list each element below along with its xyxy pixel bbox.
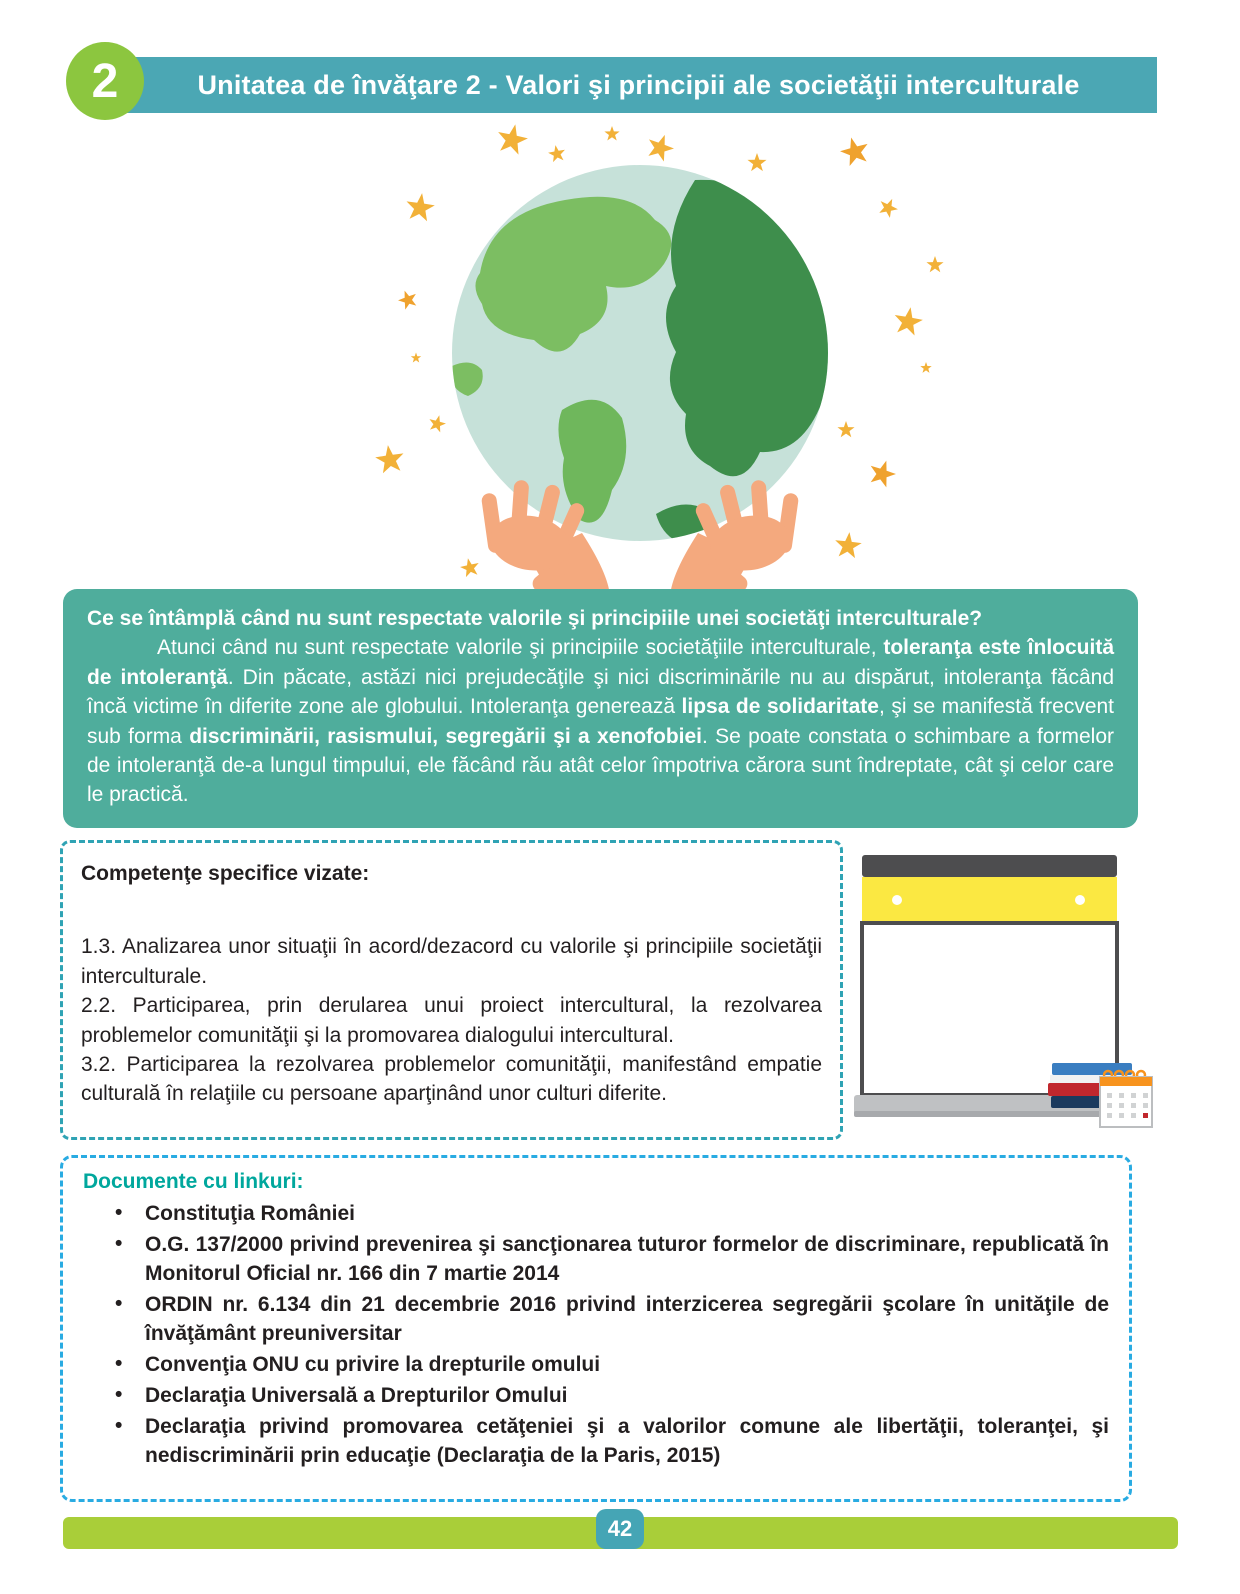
globe-hands-illustration bbox=[330, 118, 950, 596]
page-title: Unitatea de învăţare 2 - Valori şi principii ale societăţii interculturale bbox=[197, 69, 1080, 100]
competencies-box bbox=[60, 840, 843, 1140]
intro-text-segment-bold: discriminării, rasismului, segregării şi a xenofobiei bbox=[189, 724, 703, 748]
documents-heading: Documente cu linkuri: bbox=[83, 1170, 304, 1193]
competency-item: 3.2. Participarea la rezolvarea problemelor comunităţii, manifestând empatie culturală în relaţiile cu persoane aparţinând unor culturi diferite. bbox=[81, 1052, 822, 1106]
unit-number: 2 bbox=[91, 54, 119, 108]
document-list-item bbox=[83, 1231, 1109, 1289]
page-number: 42 bbox=[607, 1516, 633, 1541]
bullet-icon: • bbox=[115, 1231, 123, 1255]
document-list-item bbox=[83, 1291, 1109, 1349]
competency-item: 1.3. Analizarea unor situaţii în acord/dezacord cu valorile şi principiile societăţii interculturale. bbox=[81, 935, 822, 988]
intro-text-segment: Atunci când nu sunt respectate valorile şi principiile societăţiile interculturale, bbox=[157, 636, 884, 660]
document-title: ORDIN nr. 6.134 din 21 decembrie 2016 privind interzicerea segregării şcolare în unităţile de învăţământ preuniversitar bbox=[145, 1292, 1109, 1345]
document-title: Declaraţia privind promovarea cetăţeniei şi a valorilor comune ale libertăţii, toleranţei, şi nediscriminării prin educaţie (Declaraţia de la Paris, 2015) bbox=[145, 1414, 1109, 1467]
document-list-item bbox=[83, 1413, 1109, 1471]
document-list-item bbox=[83, 1200, 1109, 1229]
intro-text-segment: . Din păcate, astăzi nici prejudecăţile şi nici discriminările nu au dispărut, intoleranţa făcând încă victime în diferite zone ale globului. Intoleranţa generează bbox=[87, 665, 1114, 719]
flipchart-svg bbox=[852, 845, 1162, 1141]
document-title: Declaraţia Universală a Drepturilor Omului bbox=[145, 1383, 568, 1407]
document-list-item bbox=[83, 1382, 1109, 1411]
intro-text-segment-bold: toleranţa este înlocuită de intoleranţă bbox=[87, 636, 1114, 689]
intro-box bbox=[63, 589, 1138, 828]
intro-text-segment: . Se poate constata o schimbare a formelor de intoleranţă de-a lungul timpului, ele făcând rău atât celor împotriva cărora sunt îndreptate, cât şi celor care le practică. bbox=[87, 724, 1114, 807]
flipchart-illustration bbox=[852, 845, 1162, 1141]
globe-hands-svg bbox=[330, 118, 950, 596]
document-title: Convenţia ONU cu privire la drepturile omului bbox=[145, 1352, 601, 1376]
bullet-icon: • bbox=[115, 1382, 123, 1406]
document-title: O.G. 137/2000 privind prevenirea şi sancţionarea tuturor formelor de discriminare, republicată în Monitorul Oficial nr. 166 din 7 martie 2014 bbox=[145, 1232, 1109, 1285]
unit-number-badge bbox=[66, 42, 144, 120]
intro-text-segment: , şi se manifestă frecvent sub forma bbox=[87, 695, 1115, 748]
page-number-badge bbox=[596, 1509, 644, 1549]
document-title: Constituţia României bbox=[145, 1202, 356, 1225]
calendar-icon bbox=[1100, 1071, 1152, 1127]
bullet-icon: • bbox=[115, 1291, 123, 1315]
header-bar bbox=[120, 57, 1157, 113]
documents-list bbox=[83, 1200, 1109, 1471]
globe-icon bbox=[448, 165, 840, 546]
bullet-icon: • bbox=[115, 1351, 123, 1375]
document-list-item bbox=[83, 1351, 1109, 1380]
intro-text-segment-bold: lipsa de solidaritate bbox=[681, 695, 879, 719]
competencies-heading: Competenţe specifice vizate: bbox=[81, 862, 370, 885]
bullet-icon: • bbox=[115, 1201, 123, 1224]
bullet-icon: • bbox=[115, 1413, 123, 1437]
documents-box bbox=[60, 1155, 1132, 1502]
competency-item: 2.2. Participarea, prin derularea unui proiect intercultural, la rezolvarea problemelor comunităţii şi la promovarea dialogului intercultural. bbox=[81, 994, 822, 1047]
intro-paragraph bbox=[87, 633, 1114, 809]
intro-heading: Ce se întâmplă când nu sunt respectate valorile şi principiile unei societăţi interculturale? bbox=[87, 607, 983, 630]
